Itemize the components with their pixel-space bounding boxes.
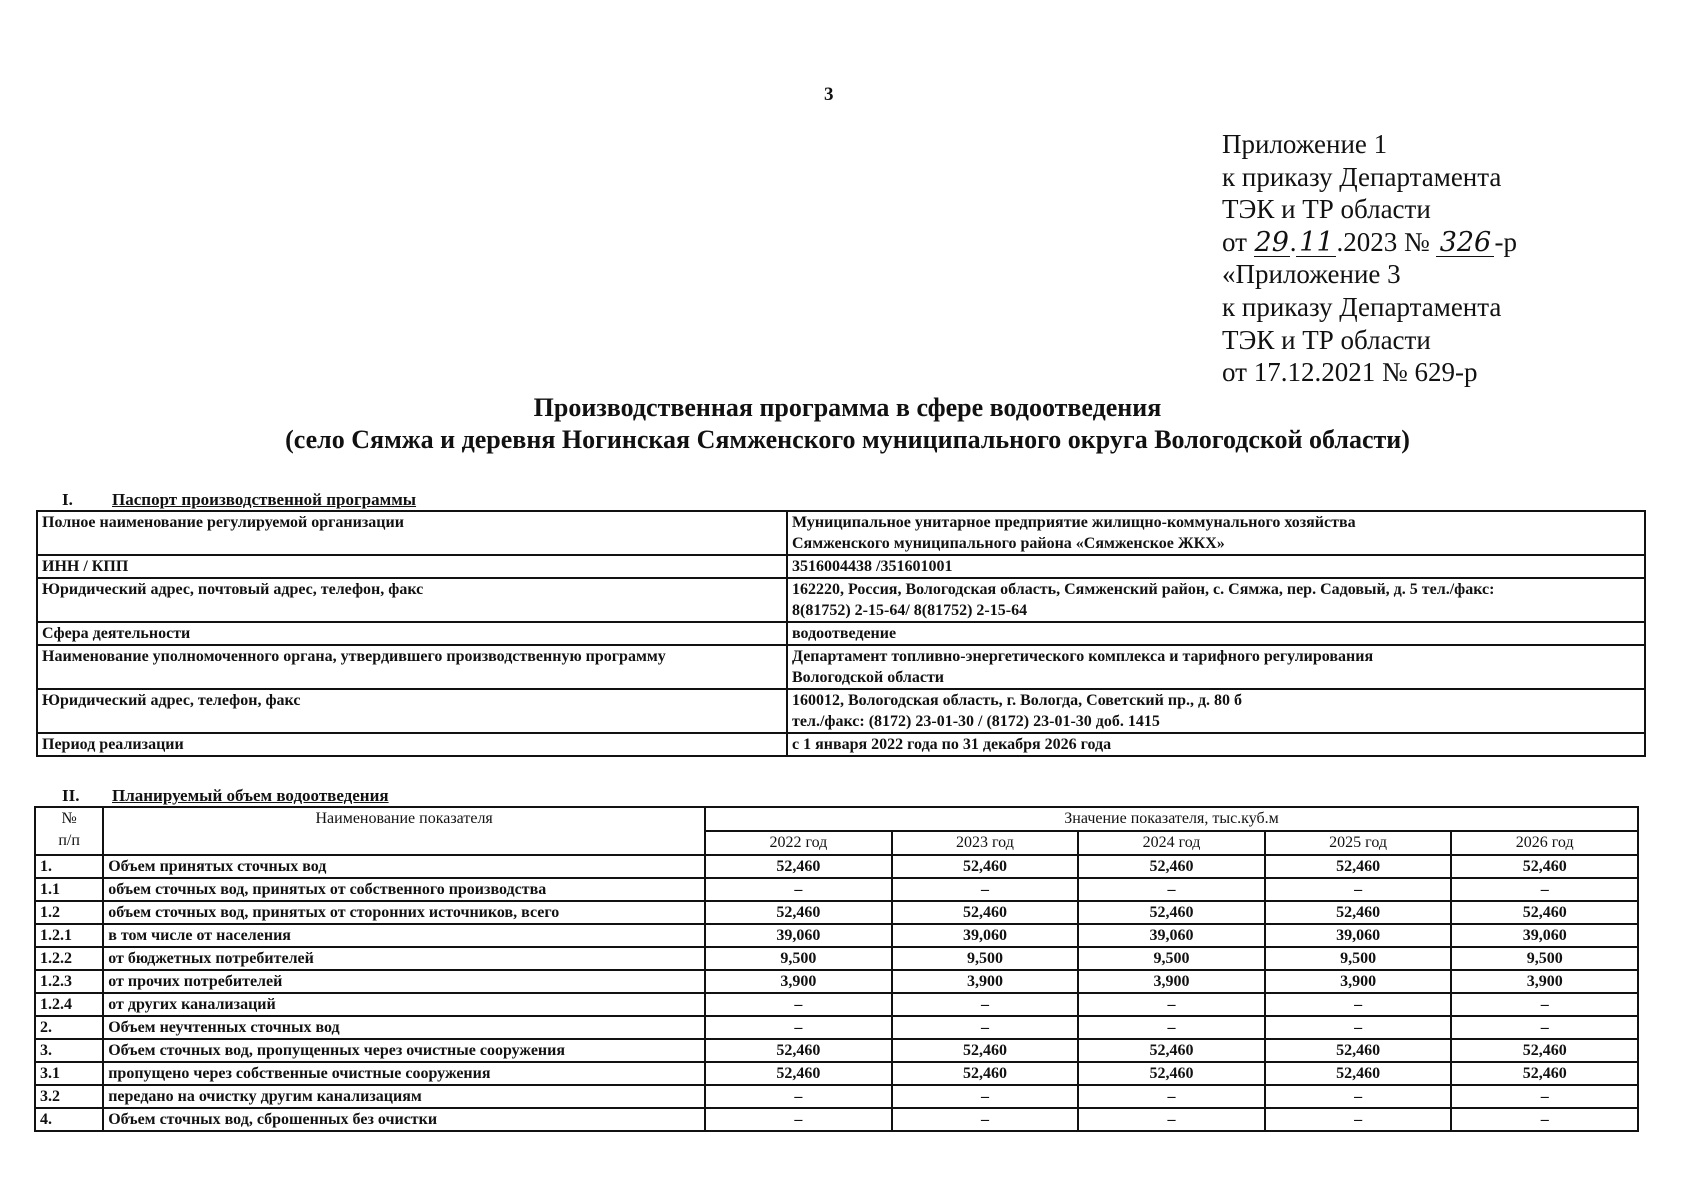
- value-cell: 52,460: [705, 1062, 892, 1085]
- value-cell: 39,060: [1078, 924, 1265, 947]
- passport-value: [787, 511, 1645, 555]
- value-cell: –: [892, 1016, 1079, 1039]
- value-cell: –: [1078, 878, 1265, 901]
- passport-label: Юридический адрес, почтовый адрес, телефон, факс: [37, 578, 787, 622]
- value-cell: 9,500: [1078, 947, 1265, 970]
- value-cell: –: [1451, 993, 1638, 1016]
- value-cell: –: [705, 993, 892, 1016]
- passport-value-line: Сямженского муниципального района «Сямженское ЖКХ»: [792, 535, 1225, 552]
- value-cell: 52,460: [892, 1062, 1079, 1085]
- value-cell: 39,060: [705, 924, 892, 947]
- value-cell: 3,900: [1078, 970, 1265, 993]
- passport-value: [787, 733, 1645, 756]
- value-cell: –: [1265, 878, 1452, 901]
- table-row: [35, 1039, 1638, 1062]
- value-cell: –: [1451, 1016, 1638, 1039]
- column-header-number: [35, 807, 103, 855]
- year-header: 2026 год: [1451, 831, 1638, 855]
- value-cell: 52,460: [1451, 901, 1638, 924]
- value-cell: –: [1451, 1108, 1638, 1131]
- value-cell: 39,060: [892, 924, 1079, 947]
- passport-value: [787, 645, 1645, 689]
- section-1-heading: [62, 490, 416, 510]
- appendix-line: ТЭК и ТР области: [1222, 324, 1431, 355]
- value-cell: –: [705, 1108, 892, 1131]
- indicator-name: Объем неучтенных сточных вод: [103, 1016, 705, 1039]
- value-cell: 52,460: [1265, 901, 1452, 924]
- row-number: 1.2.2: [35, 947, 103, 970]
- value-cell: 3,900: [1265, 970, 1452, 993]
- value-cell: 52,460: [1451, 1062, 1638, 1085]
- value-cell: –: [705, 1016, 892, 1039]
- passport-value-line: водоотведение: [792, 625, 897, 642]
- value-cell: 52,460: [1078, 855, 1265, 878]
- value-cell: –: [892, 1108, 1079, 1131]
- header-line: п/п: [58, 832, 80, 849]
- value-cell: 39,060: [1265, 924, 1452, 947]
- value-cell: 52,460: [1078, 1039, 1265, 1062]
- passport-value-line: 8(81752) 2-15-64/ 8(81752) 2-15-64: [792, 602, 1028, 619]
- page-number: 3: [824, 84, 834, 105]
- table-row: [35, 878, 1638, 901]
- row-number: 1.2.1: [35, 924, 103, 947]
- row-number: 1.2.4: [35, 993, 103, 1016]
- value-cell: –: [892, 993, 1079, 1016]
- section-number: II.: [62, 786, 80, 805]
- passport-row: [37, 555, 1645, 578]
- value-cell: 3,900: [705, 970, 892, 993]
- row-number: 1.1: [35, 878, 103, 901]
- header-line: №: [61, 810, 77, 827]
- passport-value-line: тел./факс: (8172) 23-01-30 / (8172) 23-01-30 доб. 1415: [792, 713, 1160, 730]
- indicator-name: в том числе от населения: [103, 924, 705, 947]
- value-cell: 52,460: [892, 901, 1079, 924]
- date-year: .2023 №: [1336, 226, 1430, 257]
- value-cell: 52,460: [705, 855, 892, 878]
- indicator-name: от бюджетных потребителей: [103, 947, 705, 970]
- passport-value: [787, 689, 1645, 733]
- passport-label: Юридический адрес, телефон, факс: [37, 689, 787, 733]
- column-header-name: Наименование показателя: [103, 807, 705, 855]
- value-cell: 9,500: [892, 947, 1079, 970]
- value-cell: 52,460: [705, 901, 892, 924]
- value-cell: 9,500: [705, 947, 892, 970]
- value-cell: 52,460: [1265, 1039, 1452, 1062]
- row-number: 1.2.3: [35, 970, 103, 993]
- indicator-name: объем сточных вод, принятых от собственного производства: [103, 878, 705, 901]
- value-cell: 52,460: [1451, 855, 1638, 878]
- row-number: 2.: [35, 1016, 103, 1039]
- passport-row: [37, 733, 1645, 756]
- value-cell: –: [705, 878, 892, 901]
- value-cell: –: [1265, 1016, 1452, 1039]
- indicator-name: от других канализаций: [103, 993, 705, 1016]
- passport-label: Наименование уполномоченного органа, утвердившего производственную программу: [37, 645, 787, 689]
- passport-row: [37, 511, 1645, 555]
- value-cell: 52,460: [1265, 1062, 1452, 1085]
- year-header: 2025 год: [1265, 831, 1452, 855]
- indicator-name: Объем сточных вод, сброшенных без очистки: [103, 1108, 705, 1131]
- passport-row: [37, 645, 1645, 689]
- section-title: Паспорт производственной программы: [112, 490, 417, 509]
- year-header: 2023 год: [892, 831, 1079, 855]
- passport-row: [37, 622, 1645, 645]
- value-cell: 52,460: [1451, 1039, 1638, 1062]
- value-cell: –: [1451, 1085, 1638, 1108]
- document-subtitle: (село Сямжа и деревня Ногинская Сямженского муниципального округа Вологодской области): [285, 425, 1410, 454]
- year-header: 2022 год: [705, 831, 892, 855]
- appendix-line: к приказу Департамента: [1222, 291, 1502, 322]
- passport-value-line: Департамент топливно-энергетического комплекса и тарифного регулирования: [792, 648, 1374, 665]
- table-row: [35, 1016, 1638, 1039]
- value-cell: –: [1265, 993, 1452, 1016]
- value-cell: 3,900: [892, 970, 1079, 993]
- passport-value-line: 160012, Вологодская область, г. Вологда, Советский пр., д. 80 б: [792, 692, 1243, 709]
- passport-row: [37, 689, 1645, 733]
- year-header: 2024 год: [1078, 831, 1265, 855]
- value-cell: 39,060: [1451, 924, 1638, 947]
- passport-table: [36, 510, 1646, 757]
- appendix-line: Приложение 1: [1222, 129, 1388, 159]
- passport-value-line: 162220, Россия, Вологодская область, Сямженский район, с. Сямжа, пер. Садовый, д. 5 тел./факс:: [792, 581, 1495, 598]
- indicator-name: Объем принятых сточных вод: [103, 855, 705, 878]
- section-title: Планируемый объем водоотведения: [112, 786, 389, 805]
- handwritten-month: 11: [1296, 230, 1336, 257]
- table-row: [35, 1085, 1638, 1108]
- date-prefix: от: [1222, 226, 1247, 257]
- row-number: 3.: [35, 1039, 103, 1062]
- table-row: [35, 947, 1638, 970]
- volume-table: [34, 806, 1639, 1132]
- section-2-heading: [62, 786, 389, 806]
- passport-row: [37, 578, 1645, 622]
- passport-value-line: Вологодской области: [792, 669, 945, 686]
- table-row: [35, 924, 1638, 947]
- value-cell: –: [1078, 1085, 1265, 1108]
- row-number: 3.2: [35, 1085, 103, 1108]
- indicator-name: объем сточных вод, принятых от сторонних источников, всего: [103, 901, 705, 924]
- table-row: [35, 993, 1638, 1016]
- appendix-block: [1222, 128, 1517, 389]
- value-cell: –: [892, 878, 1079, 901]
- indicator-name: от прочих потребителей: [103, 970, 705, 993]
- indicator-name: Объем сточных вод, пропущенных через очистные сооружения: [103, 1039, 705, 1062]
- passport-value-line: 3516004438 /351601001: [792, 558, 953, 575]
- section-number: I.: [62, 490, 73, 509]
- value-cell: –: [1078, 1108, 1265, 1131]
- table-row: [35, 855, 1638, 878]
- value-cell: –: [1078, 1016, 1265, 1039]
- passport-label: Сфера деятельности: [37, 622, 787, 645]
- value-cell: –: [1451, 878, 1638, 901]
- value-cell: –: [1265, 1085, 1452, 1108]
- value-cell: –: [1078, 993, 1265, 1016]
- appendix-line: от 17.12.2021 № 629-р: [1222, 357, 1478, 388]
- row-number: 1.: [35, 855, 103, 878]
- value-cell: 52,460: [892, 855, 1079, 878]
- value-cell: –: [1265, 1108, 1452, 1131]
- appendix-line: «Приложение 3: [1222, 259, 1401, 290]
- passport-value-line: Муниципальное унитарное предприятие жилищно-коммунального хозяйства: [792, 514, 1356, 531]
- passport-value: [787, 622, 1645, 645]
- table-row: [35, 1062, 1638, 1085]
- value-cell: 9,500: [1451, 947, 1638, 970]
- appendix-line: к приказу Департамента: [1222, 161, 1502, 192]
- indicator-name: пропущено через собственные очистные сооружения: [103, 1062, 705, 1085]
- passport-label: ИНН / КПП: [37, 555, 787, 578]
- passport-label: Полное наименование регулируемой организации: [37, 511, 787, 555]
- row-number: 4.: [35, 1108, 103, 1131]
- row-number: 1.2: [35, 901, 103, 924]
- passport-value: [787, 555, 1645, 578]
- row-number: 3.1: [35, 1062, 103, 1085]
- value-cell: 52,460: [1078, 1062, 1265, 1085]
- handwritten-order-number: 326: [1436, 230, 1494, 257]
- passport-label: Период реализации: [37, 733, 787, 756]
- appendix-date-line: от 29. 11 .2023 № 326 -р: [1222, 226, 1517, 258]
- value-cell: 9,500: [1265, 947, 1452, 970]
- table-row: [35, 970, 1638, 993]
- handwritten-day: 29: [1254, 226, 1289, 258]
- column-group-header: Значение показателя, тыс.куб.м: [705, 807, 1638, 831]
- value-cell: 52,460: [705, 1039, 892, 1062]
- value-cell: 52,460: [1078, 901, 1265, 924]
- indicator-name: передано на очистку другим канализациям: [103, 1085, 705, 1108]
- number-suffix: -р: [1494, 226, 1517, 257]
- passport-value-line: с 1 января 2022 года по 31 декабря 2026 года: [792, 736, 1112, 753]
- document-title: Производственная программа в сфере водоотведения: [533, 393, 1162, 422]
- value-cell: 52,460: [1265, 855, 1452, 878]
- appendix-line: ТЭК и ТР области: [1222, 194, 1431, 225]
- passport-value: [787, 578, 1645, 622]
- value-cell: 52,460: [892, 1039, 1079, 1062]
- value-cell: –: [892, 1085, 1079, 1108]
- value-cell: –: [705, 1085, 892, 1108]
- table-row: [35, 901, 1638, 924]
- value-cell: 3,900: [1451, 970, 1638, 993]
- table-row: [35, 1108, 1638, 1131]
